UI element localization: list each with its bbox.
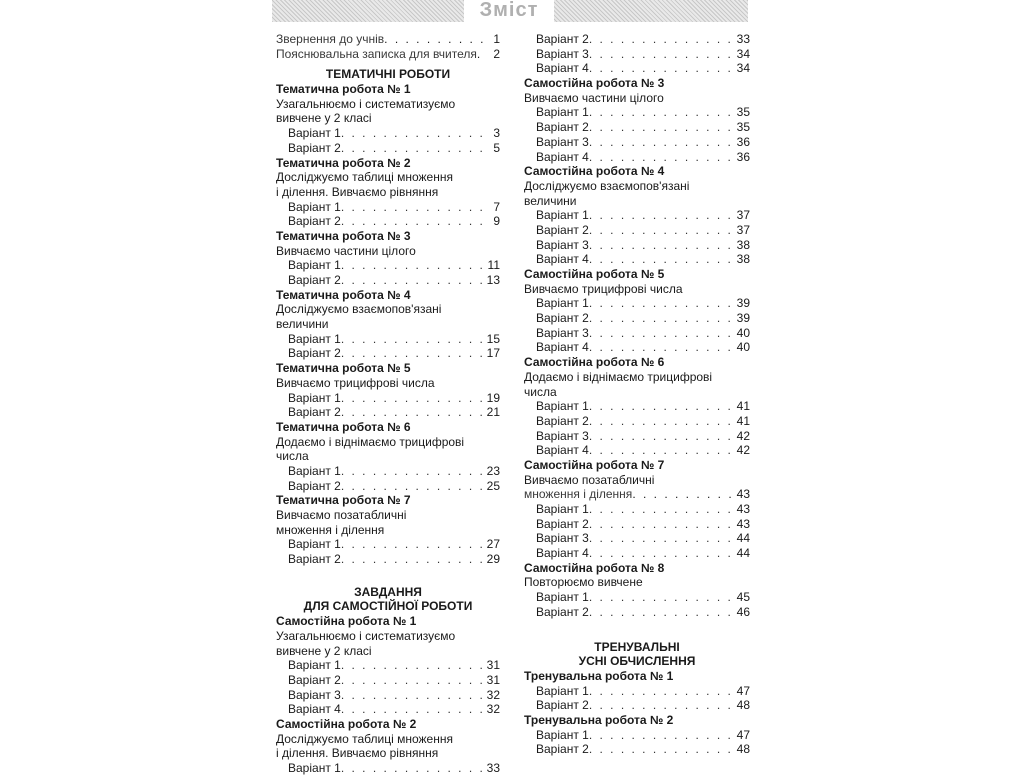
toc-page-number: 47 (736, 727, 750, 742)
toc-page-number: 31 (486, 658, 500, 673)
toc-entry-label: Варіант 4 (536, 546, 589, 561)
leader-dots (341, 126, 483, 141)
leader-dots (341, 141, 483, 156)
work-title[interactable]: Тематична робота № 3 (276, 228, 411, 243)
toc-entry-label: Варіант 1 (288, 463, 341, 478)
toc-variant-entry[interactable] (524, 728, 750, 743)
leader-dots (632, 487, 733, 502)
toc-variant-entry[interactable] (524, 443, 750, 458)
toc-page-number: 44 (736, 546, 750, 561)
leader-dots (589, 414, 733, 429)
toc-variant-entry[interactable] (276, 537, 500, 552)
toc-variant-entry[interactable] (276, 214, 500, 229)
leader-dots (589, 517, 733, 532)
toc-page-number: 37 (736, 222, 750, 237)
leader-dots (589, 399, 733, 414)
leader-dots (589, 605, 733, 620)
toc-variant-entry[interactable] (524, 105, 750, 120)
toc-entry-label: Варіант 3 (536, 428, 589, 443)
toc-variant-entry[interactable] (524, 47, 750, 62)
toc-variant-entry[interactable] (276, 688, 500, 703)
toc-right-column (524, 32, 750, 757)
toc-variant-entry[interactable] (524, 399, 750, 414)
toc-variant-entry[interactable] (276, 346, 500, 361)
toc-entry-label: Варіант 2 (288, 140, 341, 155)
toc-variant-entry[interactable] (524, 531, 750, 546)
toc-entry-label: Варіант 2 (536, 32, 589, 46)
toc-page-number: 38 (736, 252, 750, 267)
toc-page-number: 35 (736, 120, 750, 135)
work-description: вивчене у 2 класі (276, 643, 372, 658)
toc-entry-label: Варіант 2 (536, 604, 589, 619)
toc-desc-entry[interactable] (524, 487, 750, 502)
leader-dots (341, 658, 483, 673)
work-title[interactable]: Тематична робота № 1 (276, 82, 411, 97)
work-description: Досліджуємо таблиці множення (276, 731, 453, 746)
toc-entry-label: Варіант 2 (536, 222, 589, 237)
work-title[interactable]: Тематична робота № 2 (276, 155, 411, 170)
leader-dots (589, 429, 733, 444)
toc-entry-label: Варіант 2 (288, 552, 341, 567)
leader-dots (589, 443, 733, 458)
toc-variant-entry[interactable] (524, 150, 750, 165)
leader-dots (589, 61, 733, 76)
toc-variant-entry[interactable] (524, 590, 750, 605)
toc-entry-label: Варіант 2 (536, 742, 589, 757)
leader-dots (589, 120, 733, 135)
toc-variant-entry[interactable] (524, 311, 750, 326)
toc-entry-label: Варіант 2 (288, 405, 341, 420)
toc-entry-label: Варіант 2 (536, 311, 589, 326)
toc-variant-entry[interactable] (276, 673, 500, 688)
leader-dots (341, 761, 483, 776)
toc-page-number: 27 (486, 537, 500, 552)
toc-variant-entry[interactable] (524, 135, 750, 150)
toc-entry-label: Варіант 4 (288, 702, 341, 717)
toc-page-number: 9 (493, 214, 500, 229)
toc-entry-label: Варіант 2 (288, 672, 341, 687)
toc-entry-label: Варіант 4 (536, 61, 589, 76)
toc-variant-entry[interactable] (524, 208, 750, 223)
toc-variant-entry[interactable] (276, 761, 500, 776)
toc-page-number: 43 (736, 516, 750, 531)
work-description: Повторюємо вивчене (524, 575, 643, 590)
toc-variant-entry[interactable] (524, 326, 750, 341)
toc-entry-label: Звернення до учнів (276, 32, 385, 46)
work-description: Вивчаємо позатабличні (524, 472, 655, 487)
leader-dots (589, 326, 733, 341)
toc-intro-entry[interactable] (276, 47, 500, 62)
leader-dots (589, 502, 733, 517)
work-description: величини (524, 193, 577, 208)
toc-page-number: 39 (736, 311, 750, 326)
toc-page-number: 46 (736, 604, 750, 619)
section-heading: ТЕМАТИЧНІ РОБОТИ (325, 67, 451, 82)
work-title[interactable]: Самостійна робота № 1 (276, 614, 417, 629)
toc-entry-label: Варіант 3 (536, 531, 589, 546)
toc-entry-label: Варіант 4 (536, 340, 589, 355)
section-heading: ТРЕНУВАЛЬНІ (594, 639, 680, 654)
toc-page-number: 38 (736, 237, 750, 252)
toc-variant-entry[interactable] (524, 32, 750, 47)
work-title[interactable]: Тематична робота № 7 (276, 493, 411, 508)
toc-variant-entry[interactable] (276, 552, 500, 567)
leader-dots (589, 208, 733, 223)
toc-page-number: 32 (486, 687, 500, 702)
leader-dots (589, 531, 733, 546)
leader-dots (589, 238, 733, 253)
toc-entry-label: Варіант 1 (288, 761, 341, 775)
work-title[interactable]: Тренувальна робота № 2 (524, 712, 674, 727)
section-heading: УСНІ ОБЧИСЛЕННЯ (578, 654, 696, 669)
toc-variant-entry[interactable] (276, 141, 500, 156)
toc-page-number: 34 (736, 61, 750, 76)
toc-page-number: 17 (486, 346, 500, 361)
toc-page-number: 41 (736, 399, 750, 414)
toc-page-number: 23 (486, 463, 500, 478)
toc-variant-entry[interactable] (524, 605, 750, 620)
toc-page-number: 11 (487, 258, 500, 273)
toc-variant-entry[interactable] (276, 273, 500, 288)
toc-variant-entry[interactable] (524, 742, 750, 757)
work-description: Додаємо і віднімаємо трицифрові (276, 434, 465, 449)
toc-page-number: 48 (736, 698, 750, 713)
leader-dots (589, 150, 733, 165)
toc-entry-label: Варіант 1 (288, 199, 341, 214)
toc-entry-label: Варіант 1 (288, 658, 341, 673)
toc-page-number: 39 (736, 296, 750, 311)
toc-variant-entry[interactable] (276, 658, 500, 673)
toc-variant-entry[interactable] (276, 126, 500, 141)
work-description: Досліджуємо таблиці множення (276, 170, 453, 185)
toc-page-number: 13 (486, 273, 500, 287)
leader-dots (341, 273, 483, 288)
toc-entry-label: Варіант 3 (536, 134, 589, 149)
toc-variant-entry[interactable] (524, 61, 750, 76)
toc-variant-entry[interactable] (276, 258, 500, 273)
work-title[interactable]: Самостійна робота № 3 (524, 76, 665, 91)
leader-dots (341, 479, 483, 494)
toc-page-number: 33 (736, 32, 750, 46)
work-description: величини (276, 317, 329, 332)
leader-dots (341, 391, 483, 406)
leader-dots (589, 590, 733, 605)
work-description: Додаємо і віднімаємо трицифрові (524, 369, 713, 384)
toc-page-number: 41 (736, 413, 750, 428)
toc-entry-label: Варіант 1 (536, 590, 589, 605)
leader-dots (341, 552, 483, 567)
toc-page-number: 47 (736, 683, 750, 698)
toc-entry-label: Варіант 1 (536, 399, 589, 414)
work-title[interactable]: Самостійна робота № 6 (524, 355, 665, 370)
leader-dots (589, 47, 733, 62)
toc-entry-label: Варіант 3 (536, 46, 589, 61)
work-description: множення і ділення (524, 487, 633, 502)
toc-variant-entry[interactable] (276, 200, 500, 215)
toc-page-number: 37 (736, 208, 750, 223)
toc-page-number: 3 (493, 126, 500, 141)
leader-dots (341, 200, 483, 215)
leader-dots (589, 698, 733, 713)
section-heading: ДЛЯ САМОСТІЙНОЇ РОБОТИ (303, 599, 473, 614)
toc-variant-entry[interactable] (524, 684, 750, 699)
leader-dots (341, 464, 483, 479)
toc-variant-entry[interactable] (524, 120, 750, 135)
toc-entry-label: Варіант 2 (288, 273, 341, 287)
toc-variant-entry[interactable] (276, 479, 500, 494)
toc-page-number: 1 (493, 32, 500, 46)
work-title[interactable]: Самостійна робота № 2 (276, 716, 417, 731)
toc-variant-entry[interactable] (524, 429, 750, 444)
toc-page-number: 5 (493, 140, 500, 155)
toc-variant-entry[interactable] (524, 252, 750, 267)
toc-page-number: 43 (736, 502, 750, 516)
leader-dots (384, 32, 483, 47)
work-description: Вивчаємо позатабличні (276, 508, 407, 522)
leader-dots (341, 405, 483, 420)
work-description: Вивчаємо частини цілого (524, 90, 664, 105)
toc-page-number: 40 (736, 340, 750, 355)
toc-entry-label: Варіант 2 (536, 516, 589, 531)
leader-dots (589, 135, 733, 150)
toc-entry-label: Варіант 1 (536, 502, 589, 516)
leader-dots (589, 684, 733, 699)
leader-dots (341, 673, 483, 688)
toc-page-number: 40 (736, 325, 750, 340)
work-description: Узагальнюємо і систематизуємо (276, 628, 456, 643)
leader-dots (589, 223, 733, 238)
work-description: числа (276, 449, 309, 464)
leader-dots (341, 688, 483, 703)
toc-page-number: 33 (486, 761, 500, 775)
leader-dots (589, 296, 733, 311)
toc-entry-label: Варіант 3 (536, 237, 589, 252)
leader-dots (589, 32, 733, 47)
work-description: Досліджуємо взаємопов'язані (524, 178, 690, 193)
work-description: і ділення. Вивчаємо рівняння (276, 746, 439, 761)
toc-variant-entry[interactable] (276, 332, 500, 347)
leader-dots (589, 252, 733, 267)
toc-page-number: 32 (486, 702, 500, 717)
work-title[interactable]: Самостійна робота № 7 (524, 457, 665, 472)
toc-variant-entry[interactable] (524, 517, 750, 532)
toc-entry-label: Варіант 1 (288, 390, 341, 405)
work-description: і ділення. Вивчаємо рівняння (276, 184, 439, 199)
toc-variant-entry[interactable] (524, 223, 750, 238)
toc-page-number: 35 (736, 105, 750, 120)
toc-page-number: 43 (736, 487, 750, 502)
toc-entry-label: Варіант 2 (536, 413, 589, 428)
work-description: множення і ділення (276, 522, 385, 537)
work-description: Вивчаємо частини цілого (276, 243, 416, 258)
leader-dots (589, 340, 733, 355)
toc-variant-entry[interactable] (524, 502, 750, 517)
toc-page-number: 36 (736, 134, 750, 149)
work-title[interactable]: Самостійна робота № 8 (524, 560, 665, 575)
toc-entry-label: Варіант 1 (288, 258, 341, 273)
toc-entry-label: Варіант 2 (536, 120, 589, 135)
work-title[interactable]: Самостійна робота № 5 (524, 267, 665, 281)
toc-entry-label: Варіант 2 (288, 478, 341, 493)
toc-entry-label: Варіант 1 (536, 208, 589, 223)
section-heading: ЗАВДАННЯ (354, 584, 422, 599)
toc-page-number: 34 (736, 46, 750, 61)
toc-entry-label: Варіант 4 (536, 443, 589, 458)
toc-page-number: 45 (736, 590, 750, 605)
toc-entry-label: Варіант 1 (536, 105, 589, 120)
toc-entry-label: Пояснювальна записка для вчителя (276, 46, 477, 61)
toc-entry-label: Варіант 1 (536, 727, 589, 742)
toc-entry-label: Варіант 4 (536, 252, 589, 267)
toc-entry-label: Варіант 1 (288, 126, 341, 141)
leader-dots (341, 258, 483, 273)
work-description: Узагальнюємо і систематизуємо (276, 96, 456, 111)
work-title[interactable]: Тематична робота № 4 (276, 287, 411, 302)
work-description: Вивчаємо трицифрові числа (276, 375, 435, 390)
toc-page-number: 15 (486, 331, 500, 346)
toc-entry-label: Варіант 2 (536, 698, 589, 713)
leader-dots (589, 311, 733, 326)
toc-page-number: 2 (493, 46, 500, 61)
toc-entry-label: Варіант 4 (536, 149, 589, 164)
toc-variant-entry[interactable] (276, 405, 500, 420)
toc-intro-entry[interactable] (276, 32, 500, 47)
toc-entry-label: Варіант 1 (288, 537, 341, 552)
toc-left-column (276, 32, 500, 776)
leader-dots (589, 742, 733, 757)
page-title: Зміст (464, 0, 554, 23)
toc-variant-entry[interactable] (524, 238, 750, 253)
toc-variant-entry[interactable] (276, 702, 500, 717)
toc-variant-entry[interactable] (524, 414, 750, 429)
toc-entry-label: Варіант 1 (536, 296, 589, 311)
work-description: Досліджуємо взаємопов'язані (276, 302, 442, 317)
toc-page-number: 42 (736, 428, 750, 443)
toc-variant-entry[interactable] (276, 464, 500, 479)
work-description: Вивчаємо трицифрові числа (524, 281, 683, 296)
toc-page-number: 7 (493, 199, 500, 214)
toc-page-number: 44 (736, 531, 750, 546)
work-title[interactable]: Тематична робота № 5 (276, 361, 411, 376)
toc-page-number: 25 (486, 478, 500, 493)
toc-variant-entry[interactable] (276, 391, 500, 406)
leader-dots (341, 346, 483, 361)
toc-page-number: 36 (736, 149, 750, 164)
work-title[interactable]: Самостійна робота № 4 (524, 164, 665, 179)
toc-variant-entry[interactable] (524, 296, 750, 311)
leader-dots (589, 105, 733, 120)
toc-variant-entry[interactable] (524, 546, 750, 561)
leader-dots (341, 702, 483, 717)
toc-variant-entry[interactable] (524, 340, 750, 355)
leader-dots (341, 332, 483, 347)
toc-page-number: 48 (736, 742, 750, 757)
toc-page-number: 31 (486, 672, 500, 687)
toc-page-number: 21 (486, 405, 500, 420)
leader-dots (341, 537, 483, 552)
toc-entry-label: Варіант 2 (288, 214, 341, 229)
toc-entry-label: Варіант 2 (288, 346, 341, 361)
leader-dots (589, 728, 733, 743)
toc-page-number: 19 (486, 390, 500, 405)
toc-variant-entry[interactable] (524, 698, 750, 713)
leader-dots (341, 214, 483, 229)
toc-page-number: 29 (486, 552, 500, 567)
leader-dots (589, 546, 733, 561)
work-title[interactable]: Тематична робота № 6 (276, 419, 411, 434)
toc-entry-label: Варіант 3 (288, 687, 341, 702)
toc-entry-label: Варіант 1 (288, 331, 341, 346)
toc-entry-label: Варіант 3 (536, 325, 589, 340)
work-title[interactable]: Тренувальна робота № 1 (524, 668, 674, 683)
work-description: числа (524, 384, 557, 399)
toc-page-number: 42 (736, 443, 750, 458)
toc-entry-label: Варіант 1 (536, 683, 589, 698)
work-description: вивчене у 2 класі (276, 111, 372, 126)
